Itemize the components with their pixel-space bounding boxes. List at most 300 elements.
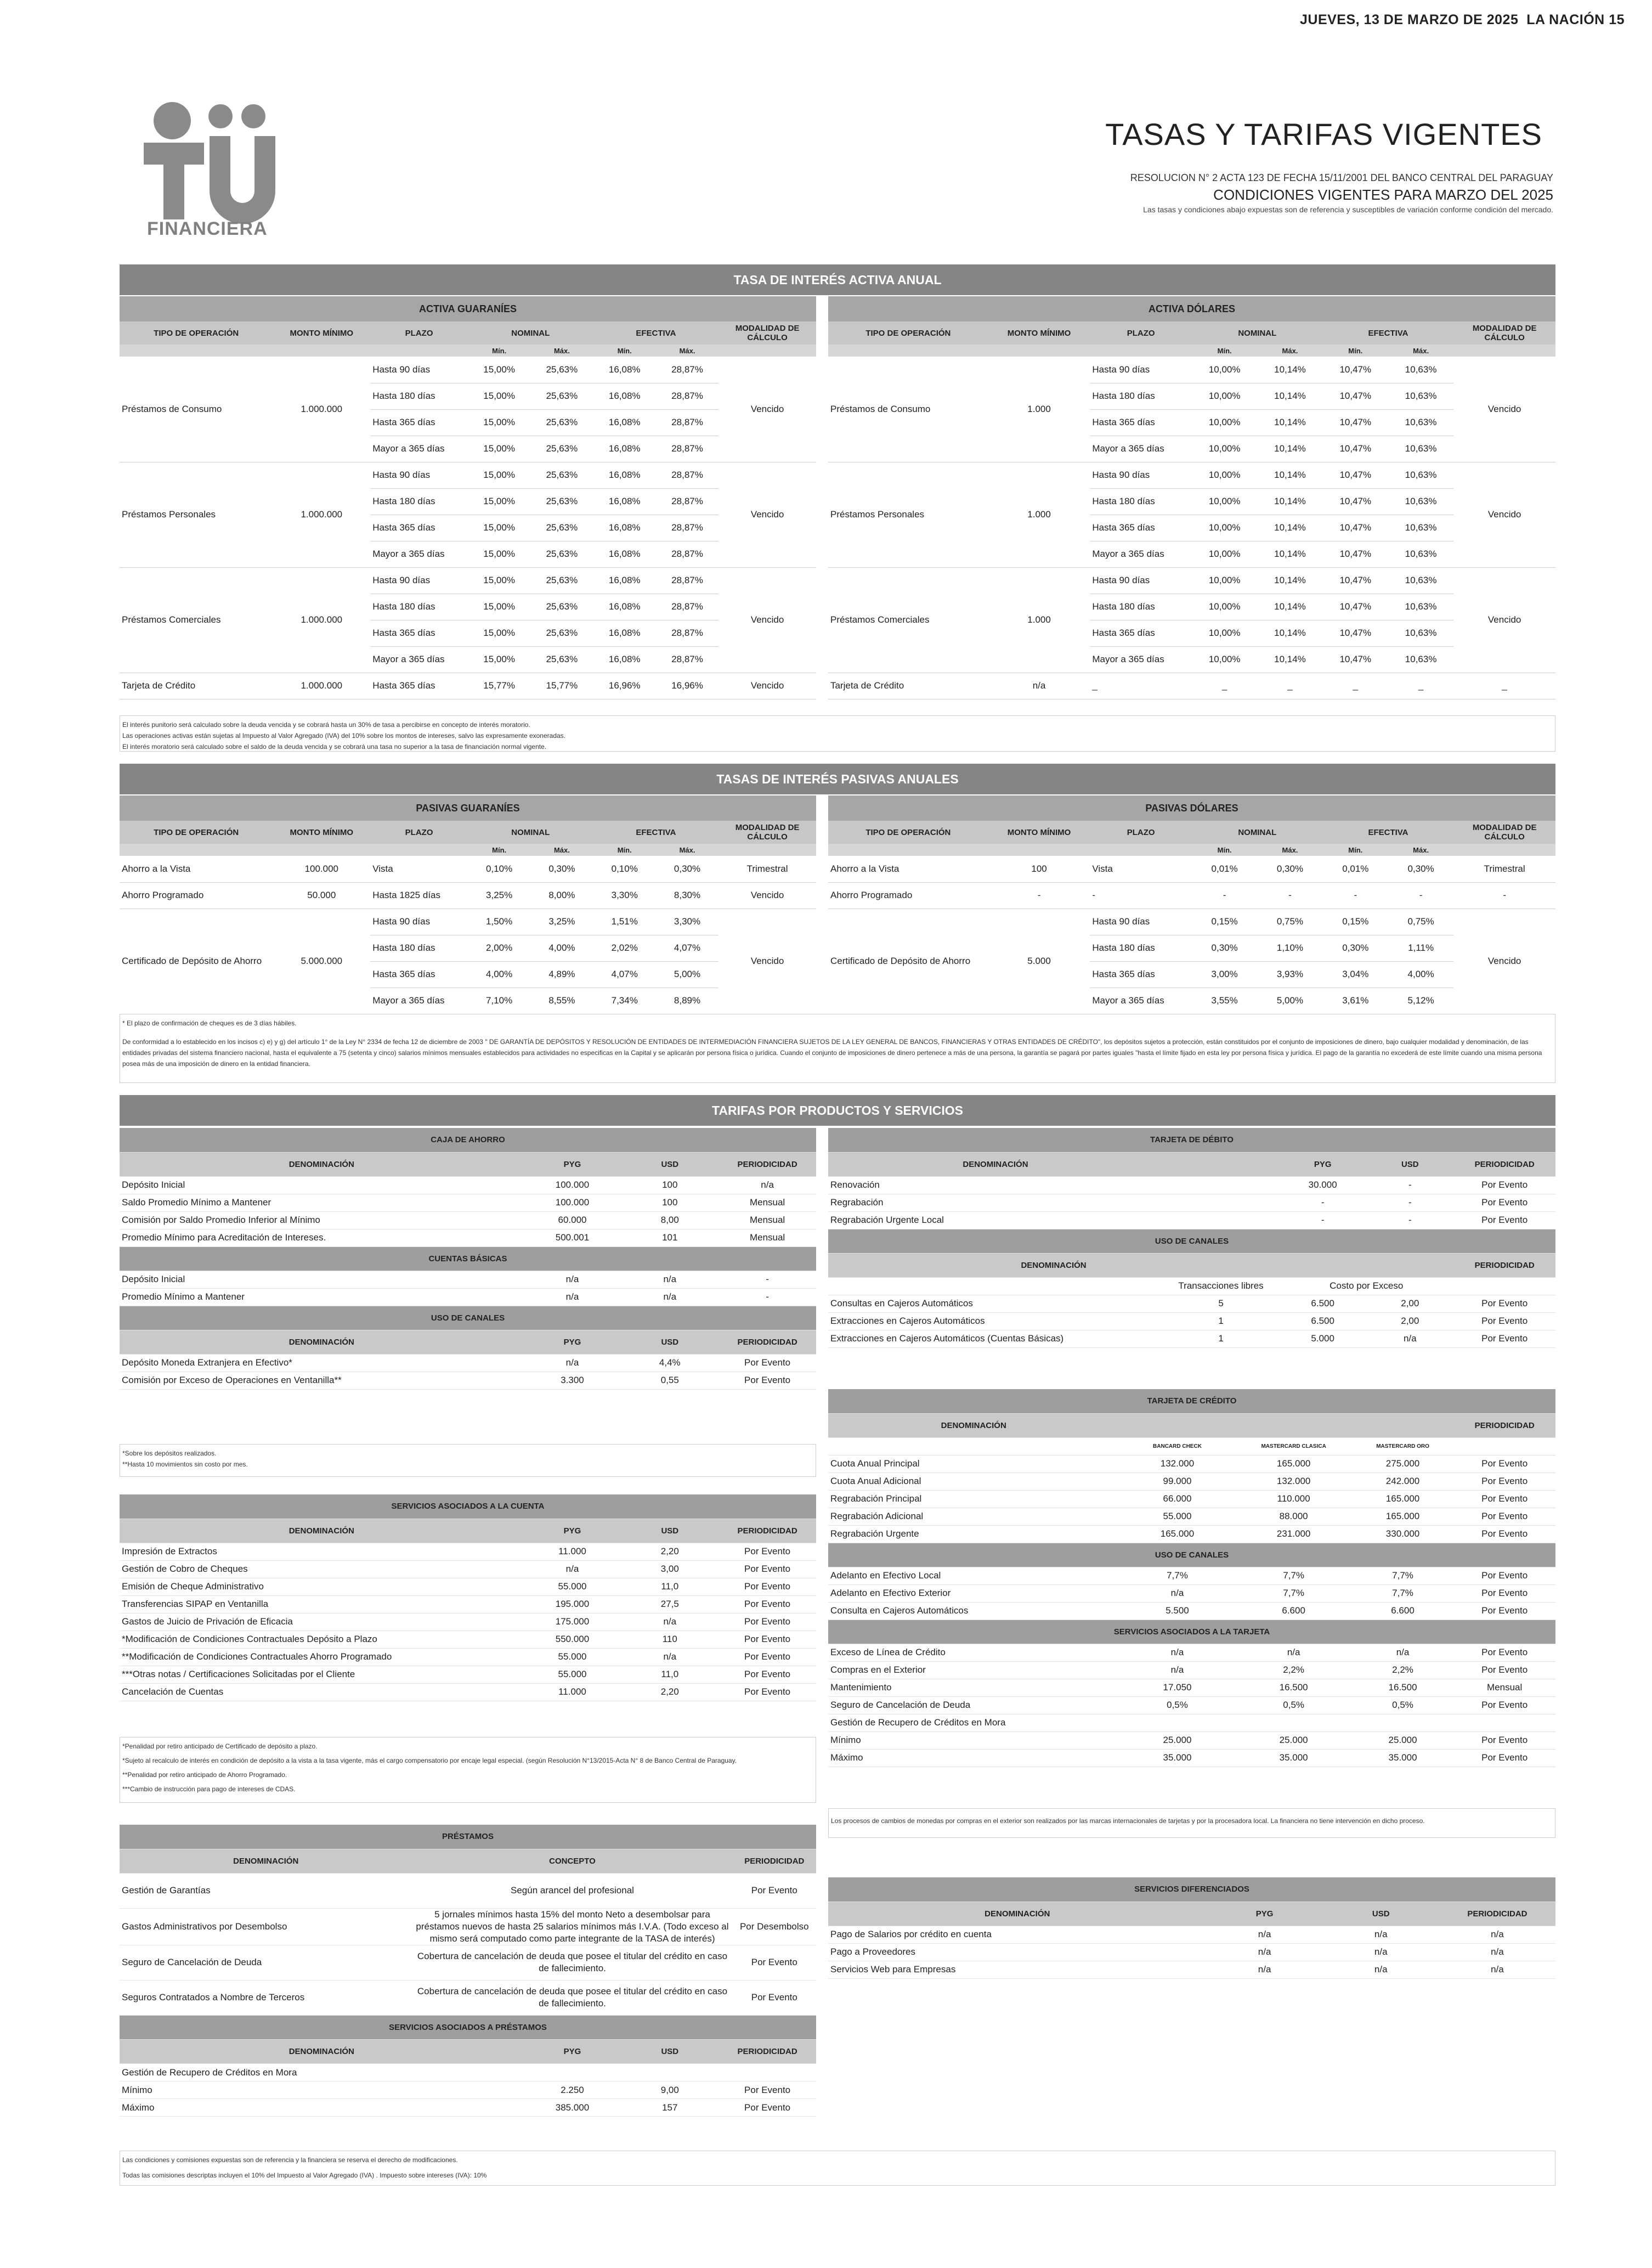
table-row bbox=[120, 1578, 816, 1595]
row-label: Regrabación Principal bbox=[828, 1490, 1119, 1508]
row-value: Por Evento bbox=[1453, 1661, 1555, 1679]
rate: 10,14% bbox=[1257, 541, 1322, 567]
card-type-header: MASTERCARD CLASICA bbox=[1236, 1437, 1352, 1455]
rate: 2,00% bbox=[468, 935, 530, 961]
empty-cell bbox=[370, 345, 468, 357]
term: Mayor a 365 días bbox=[1090, 541, 1192, 567]
rate: 10,47% bbox=[1323, 620, 1388, 646]
column-header: PERIODICIDAD bbox=[1453, 1152, 1555, 1176]
row-label: Adelanto en Efectivo Exterior bbox=[828, 1584, 1119, 1602]
column-header: PERIODICIDAD bbox=[733, 1849, 816, 1873]
activa-notes bbox=[120, 715, 1555, 752]
table-row bbox=[120, 462, 816, 488]
card-type-header: MASTERCARD ORO bbox=[1352, 1437, 1454, 1455]
row-value: 6.600 bbox=[1236, 1602, 1352, 1620]
row-label: Cancelación de Cuentas bbox=[120, 1683, 524, 1701]
rate: 16,08% bbox=[593, 594, 656, 620]
row-label: *Modificación de Condiciones Contractuales Depósito a Plazo bbox=[120, 1631, 524, 1648]
row-value: 550.000 bbox=[524, 1631, 621, 1648]
rate: 16,08% bbox=[593, 488, 656, 515]
rate: 15,77% bbox=[530, 673, 593, 699]
column-header: MONTO MÍNIMO bbox=[1007, 328, 1071, 338]
empty-cell bbox=[1453, 1437, 1555, 1455]
empty-cell bbox=[1090, 844, 1192, 856]
rate: 10,63% bbox=[1388, 646, 1453, 673]
row-value: n/a bbox=[1439, 1943, 1555, 1961]
term: _ bbox=[1090, 673, 1192, 699]
rates-table bbox=[120, 796, 816, 1014]
rate: 10,00% bbox=[1192, 567, 1257, 594]
rate: 25,63% bbox=[530, 488, 593, 515]
term: Mayor a 365 días bbox=[1090, 436, 1192, 462]
column-header: EFECTIVA bbox=[1368, 328, 1408, 338]
rate: 3,25% bbox=[530, 909, 593, 935]
row-value: Mensual bbox=[1453, 1679, 1555, 1696]
empty-cell bbox=[1279, 1253, 1453, 1277]
rate: 3,25% bbox=[468, 882, 530, 909]
row-value: Cobertura de cancelación de deuda que posee el titular del crédito en caso de fallecimiento. bbox=[412, 1945, 732, 1980]
column-header: MODALIDAD DE CÁLCULO bbox=[735, 324, 800, 342]
column-header: PYG bbox=[1207, 1902, 1323, 1926]
rate: 28,87% bbox=[656, 515, 718, 541]
rate: 10,63% bbox=[1388, 409, 1453, 436]
row-label: Saldo Promedio Mínimo a Mantener bbox=[120, 1194, 524, 1211]
column-header: PERIODICIDAD bbox=[1453, 1413, 1555, 1437]
rate: 8,00% bbox=[530, 882, 593, 909]
row-label: Emisión de Cheque Administrativo bbox=[120, 1578, 524, 1595]
rate: 10,14% bbox=[1257, 620, 1322, 646]
table-row bbox=[120, 909, 816, 935]
row-value: 99.000 bbox=[1119, 1472, 1235, 1490]
row-value: Mensual bbox=[718, 1211, 816, 1229]
panel-title: PASIVAS GUARANÍES bbox=[416, 802, 520, 814]
rate: 15,00% bbox=[468, 436, 530, 462]
calculation-mode: _ bbox=[1453, 673, 1555, 699]
rate: 15,00% bbox=[468, 409, 530, 436]
rate: 28,87% bbox=[656, 488, 718, 515]
rate: 15,00% bbox=[468, 620, 530, 646]
column-header: USD bbox=[621, 2040, 718, 2064]
term: Hasta 180 días bbox=[1090, 488, 1192, 515]
tarifas-right bbox=[828, 1128, 1555, 1348]
table-row bbox=[120, 2064, 816, 2081]
rate: 15,00% bbox=[468, 462, 530, 488]
term: Mayor a 365 días bbox=[370, 541, 468, 567]
row-value: Por Evento bbox=[1453, 1455, 1555, 1472]
row-label: Comisión por Exceso de Operaciones en Ventanilla** bbox=[120, 1372, 524, 1389]
row-value: 231.000 bbox=[1236, 1525, 1352, 1543]
note-line: **Penalidad por retiro anticipado de Ahorro Programado. bbox=[122, 1771, 287, 1779]
rate: 10,14% bbox=[1257, 488, 1322, 515]
row-label: Cuota Anual Principal bbox=[828, 1455, 1119, 1472]
rate: - bbox=[1388, 882, 1453, 909]
row-value: n/a bbox=[621, 1613, 718, 1631]
table-row bbox=[120, 1543, 816, 1560]
column-header: DENOMINACIÓN bbox=[828, 1152, 1163, 1176]
row-value: Por Evento bbox=[1453, 1644, 1555, 1661]
row-value: Por Evento bbox=[718, 1683, 816, 1701]
rate: 0,30% bbox=[1323, 935, 1388, 961]
section-header: USO DE CANALES bbox=[120, 1306, 816, 1330]
activa-usd-panel bbox=[828, 296, 1555, 699]
rate: 4,00% bbox=[1388, 961, 1453, 988]
rate: 10,14% bbox=[1257, 462, 1322, 488]
rate: 3,00% bbox=[1192, 961, 1257, 988]
note-line: Las condiciones y comisiones expuestas son de referencia y la financiera se reserva el derecho de modificaciones. bbox=[122, 2156, 458, 2164]
rate: 28,87% bbox=[656, 383, 718, 409]
row-value: Por Evento bbox=[1453, 1696, 1555, 1714]
row-value: 2,00 bbox=[1366, 1295, 1453, 1312]
pasiva-gs-panel bbox=[120, 796, 816, 1014]
table-row bbox=[828, 567, 1555, 594]
row-label: **Modificación de Condiciones Contractuales Ahorro Programado bbox=[120, 1648, 524, 1666]
column-header: MODALIDAD DE CÁLCULO bbox=[735, 823, 800, 842]
rate: 4,00% bbox=[468, 961, 530, 988]
rate: 15,00% bbox=[468, 515, 530, 541]
operation-type: Préstamos Comerciales bbox=[120, 567, 273, 673]
rate: 3,93% bbox=[1257, 961, 1322, 988]
calculation-mode: Vencido bbox=[718, 462, 816, 567]
rate: 7,34% bbox=[593, 988, 656, 1014]
column-subheader: Mín. bbox=[492, 346, 507, 355]
row-value: Por Evento bbox=[718, 1631, 816, 1648]
row-value: Por Evento bbox=[1453, 1490, 1555, 1508]
operation-type: Tarjeta de Crédito bbox=[828, 673, 988, 699]
empty-cell bbox=[370, 844, 468, 856]
row-value: n/a bbox=[621, 1648, 718, 1666]
row-value: n/a bbox=[1236, 1644, 1352, 1661]
operation-type: Préstamos de Consumo bbox=[828, 357, 988, 462]
column-subheader: Máx. bbox=[553, 845, 570, 854]
table-row bbox=[828, 1714, 1555, 1731]
row-label: Renovación bbox=[828, 1176, 1279, 1194]
empty-cell bbox=[1453, 1277, 1555, 1295]
rate: 4,07% bbox=[656, 935, 718, 961]
empty-cell bbox=[828, 1437, 1119, 1455]
serv-notes bbox=[120, 1737, 816, 1803]
operation-type: Tarjeta de Crédito bbox=[120, 673, 273, 699]
row-value: 11,0 bbox=[621, 1578, 718, 1595]
row-value: n/a bbox=[1207, 1943, 1323, 1961]
row-value: 35.000 bbox=[1119, 1749, 1235, 1767]
row-label: ***Otras notas / Certificaciones Solicitadas por el Cliente bbox=[120, 1666, 524, 1683]
table-row bbox=[828, 909, 1555, 935]
column-header: DENOMINACIÓN bbox=[828, 1253, 1279, 1277]
row-value: - bbox=[718, 1271, 816, 1288]
term: Hasta 90 días bbox=[370, 462, 468, 488]
row-label: Consulta en Cajeros Automáticos bbox=[828, 1602, 1119, 1620]
rate: 25,63% bbox=[530, 357, 593, 383]
rate: 4,00% bbox=[530, 935, 593, 961]
row-label: Gestión de Recupero de Créditos en Mora bbox=[120, 2064, 816, 2081]
row-value: Por Evento bbox=[1453, 1211, 1555, 1229]
row-value: 1 bbox=[1163, 1330, 1279, 1347]
column-header: USD bbox=[621, 1519, 718, 1543]
minimum-amount: 1.000 bbox=[988, 567, 1090, 673]
table-row bbox=[120, 1648, 816, 1666]
row-value: 7,7% bbox=[1352, 1584, 1454, 1602]
column-header: PYG bbox=[524, 2040, 621, 2064]
row-value: 2,00 bbox=[1366, 1312, 1453, 1330]
column-subheader: Máx. bbox=[1413, 845, 1429, 854]
rate: 0,75% bbox=[1388, 909, 1453, 935]
row-value: - bbox=[718, 1288, 816, 1306]
row-value: Por Evento bbox=[718, 2099, 816, 2117]
row-value: 3,00 bbox=[621, 1560, 718, 1578]
row-value: n/a bbox=[1207, 1926, 1323, 1943]
row-value: 11.000 bbox=[524, 1543, 621, 1560]
row-value: Por Evento bbox=[1453, 1194, 1555, 1211]
row-value: 55.000 bbox=[524, 1648, 621, 1666]
rate: 10,63% bbox=[1388, 620, 1453, 646]
rate: 10,47% bbox=[1323, 488, 1388, 515]
table-row bbox=[120, 357, 816, 383]
row-value: 55.000 bbox=[524, 1666, 621, 1683]
row-value: n/a bbox=[1439, 1961, 1555, 1978]
minimum-amount: - bbox=[988, 882, 1090, 909]
row-label: Mínimo bbox=[120, 2081, 524, 2099]
table-row bbox=[828, 1943, 1555, 1961]
column-header: PYG bbox=[524, 1519, 621, 1543]
table-row bbox=[828, 1176, 1555, 1194]
row-label: Pago de Salarios por crédito en cuenta bbox=[828, 1926, 1207, 1943]
row-label: Adelanto en Efectivo Local bbox=[828, 1567, 1119, 1584]
row-label: Gastos Administrativos por Desembolso bbox=[120, 1908, 412, 1945]
table-row bbox=[828, 1211, 1555, 1229]
column-header: PYG bbox=[524, 1152, 621, 1176]
table-row bbox=[828, 462, 1555, 488]
page-number: 15 bbox=[1609, 12, 1625, 27]
row-value: - bbox=[1279, 1194, 1366, 1211]
section-header: CAJA DE AHORRO bbox=[120, 1128, 816, 1152]
empty-cell bbox=[273, 345, 370, 357]
rate: 0,30% bbox=[1388, 856, 1453, 882]
section-header: SERVICIOS DIFERENCIADOS bbox=[828, 1877, 1555, 1902]
rate: 16,08% bbox=[593, 436, 656, 462]
rate: 5,00% bbox=[656, 961, 718, 988]
row-value: n/a bbox=[1119, 1584, 1235, 1602]
newspaper-header bbox=[1300, 12, 1625, 28]
calculation-mode: Vencido bbox=[718, 567, 816, 673]
column-header: PYG bbox=[1279, 1152, 1366, 1176]
empty-cell bbox=[1453, 345, 1555, 357]
empty-cell bbox=[988, 345, 1090, 357]
rate: 4,07% bbox=[593, 961, 656, 988]
rate: 10,63% bbox=[1388, 567, 1453, 594]
column-header: NOMINAL bbox=[511, 328, 550, 338]
row-value: Por Evento bbox=[1453, 1330, 1555, 1347]
row-value: 55.000 bbox=[524, 1578, 621, 1595]
table-row bbox=[120, 1980, 816, 2015]
rates-table bbox=[828, 796, 1555, 1014]
row-value: Mensual bbox=[718, 1229, 816, 1246]
table-row bbox=[828, 1525, 1555, 1543]
rate: 10,47% bbox=[1323, 462, 1388, 488]
row-value: 35.000 bbox=[1352, 1749, 1454, 1767]
panel-title: ACTIVA GUARANÍES bbox=[418, 303, 517, 314]
rate: 10,63% bbox=[1388, 462, 1453, 488]
rate: _ bbox=[1323, 673, 1388, 699]
empty-cell bbox=[1163, 1152, 1279, 1176]
section-title-activa: TASA DE INTERÉS ACTIVA ANUAL bbox=[120, 264, 1555, 295]
row-label: Comisión por Saldo Promedio Inferior al Mínimo bbox=[120, 1211, 524, 1229]
note-line: *Penalidad por retiro anticipado de Certificado de depósito a plazo. bbox=[122, 1742, 318, 1750]
row-value: 9,00 bbox=[621, 2081, 718, 2099]
rate: 0,15% bbox=[1192, 909, 1257, 935]
table-row bbox=[828, 1508, 1555, 1525]
row-value: 100 bbox=[621, 1176, 718, 1194]
column-subheader: Mín. bbox=[1217, 845, 1232, 854]
minimum-amount: 100 bbox=[988, 856, 1090, 882]
rate: 25,63% bbox=[530, 383, 593, 409]
row-value: Por Evento bbox=[733, 1873, 816, 1908]
rate: 10,14% bbox=[1257, 436, 1322, 462]
table-row bbox=[120, 2099, 816, 2117]
table-row bbox=[120, 1945, 816, 1980]
row-value: Por Evento bbox=[1453, 1508, 1555, 1525]
table-row bbox=[120, 856, 816, 882]
panel-title: PASIVAS DÓLARES bbox=[1145, 802, 1238, 814]
row-value: - bbox=[1366, 1211, 1453, 1229]
row-value: n/a bbox=[524, 1271, 621, 1288]
row-value: n/a bbox=[524, 1560, 621, 1578]
rate: 16,08% bbox=[593, 567, 656, 594]
minimum-amount: 1.000.000 bbox=[273, 462, 370, 567]
row-value: 0,5% bbox=[1119, 1696, 1235, 1714]
column-subheader: Mín. bbox=[492, 845, 507, 854]
rate: 16,08% bbox=[593, 383, 656, 409]
canales-notes bbox=[120, 1444, 816, 1477]
row-label: Gastos de Juicio de Privación de Eficacia bbox=[120, 1613, 524, 1631]
empty-cell bbox=[1119, 1413, 1453, 1437]
row-value: 6.500 bbox=[1279, 1295, 1366, 1312]
rate: 25,63% bbox=[530, 541, 593, 567]
rate: 10,00% bbox=[1192, 646, 1257, 673]
rate: 28,87% bbox=[656, 409, 718, 436]
term: Hasta 365 días bbox=[370, 515, 468, 541]
column-header: PLAZO bbox=[405, 827, 433, 837]
calculation-mode: Vencido bbox=[718, 357, 816, 462]
section-header: USO DE CANALES bbox=[828, 1543, 1555, 1567]
column-header: MODALIDAD DE CÁLCULO bbox=[1472, 823, 1537, 842]
row-label: Depósito Moneda Extranjera en Efectivo* bbox=[120, 1354, 524, 1372]
calculation-mode: Vencido bbox=[1453, 462, 1555, 567]
rate: 10,00% bbox=[1192, 383, 1257, 409]
note-line: Las operaciones activas están sujetas al Impuesto al Valor Agregado (IVA) del 10% sobre los montos de intereses, salvo las expresamente exoneradas. bbox=[122, 732, 566, 740]
row-label: Cuota Anual Adicional bbox=[828, 1472, 1119, 1490]
rate: 0,30% bbox=[1192, 935, 1257, 961]
table-row bbox=[120, 1354, 816, 1372]
rate: 10,63% bbox=[1388, 515, 1453, 541]
row-value: 55.000 bbox=[1119, 1508, 1235, 1525]
column-header: PERIODICIDAD bbox=[1453, 1253, 1555, 1277]
term: Mayor a 365 días bbox=[370, 436, 468, 462]
row-value: 157 bbox=[621, 2099, 718, 2117]
minimum-amount: 1.000.000 bbox=[273, 673, 370, 699]
row-value: 4,4% bbox=[621, 1354, 718, 1372]
row-label: Seguros Contratados a Nombre de Terceros bbox=[120, 1980, 412, 2015]
rate: 10,63% bbox=[1388, 436, 1453, 462]
rate: 10,14% bbox=[1257, 594, 1322, 620]
section-title-pasiva: TASAS DE INTERÉS PASIVAS ANUALES bbox=[120, 764, 1555, 794]
row-value: 30.000 bbox=[1279, 1176, 1366, 1194]
row-label: Seguro de Cancelación de Deuda bbox=[120, 1945, 412, 1980]
row-value: Por Evento bbox=[718, 2081, 816, 2099]
operation-type: Ahorro a la Vista bbox=[828, 856, 988, 882]
row-value: n/a bbox=[1366, 1330, 1453, 1347]
row-value: Por Evento bbox=[718, 1560, 816, 1578]
table-row bbox=[120, 1271, 816, 1288]
column-header: TIPO DE OPERACIÓN bbox=[865, 328, 951, 338]
rate: 1,10% bbox=[1257, 935, 1322, 961]
date-line: JUEVES, 13 DE MARZO DE 2025 bbox=[1300, 12, 1519, 27]
rate: 25,63% bbox=[530, 436, 593, 462]
row-label: Promedio Mínimo a Mantener bbox=[120, 1288, 524, 1306]
table-row bbox=[828, 1749, 1555, 1767]
rate: - bbox=[1323, 882, 1388, 909]
table-row bbox=[120, 1595, 816, 1613]
table-row bbox=[828, 1567, 1555, 1584]
section-header: TARJETA DE CRÉDITO bbox=[828, 1389, 1555, 1413]
newspaper-brand: LA NACIÓN bbox=[1526, 12, 1605, 27]
term: Hasta 365 días bbox=[370, 620, 468, 646]
table-row bbox=[828, 1661, 1555, 1679]
row-value: Por Evento bbox=[1453, 1731, 1555, 1749]
rate: 8,55% bbox=[530, 988, 593, 1014]
rate: 5,00% bbox=[1257, 988, 1322, 1014]
table-row bbox=[120, 1683, 816, 1701]
rate: 0,10% bbox=[468, 856, 530, 882]
tarifas-left-serv bbox=[120, 1494, 816, 1701]
column-header: MONTO MÍNIMO bbox=[290, 328, 354, 338]
row-value: 500.001 bbox=[524, 1229, 621, 1246]
rate: 10,00% bbox=[1192, 436, 1257, 462]
term: Hasta 90 días bbox=[370, 357, 468, 383]
rate: 10,00% bbox=[1192, 488, 1257, 515]
rate: 10,63% bbox=[1388, 357, 1453, 383]
rate: 10,63% bbox=[1388, 594, 1453, 620]
note-line: Los procesos de cambios de monedas por compras en el exterior son realizados por las marcas internacionales de tarjetas y por la procesadora local. La financiera no tiene intervención en dicho proceso. bbox=[831, 1817, 1425, 1825]
term: Hasta 365 días bbox=[370, 409, 468, 436]
rate: 10,47% bbox=[1323, 594, 1388, 620]
term: Hasta 180 días bbox=[370, 594, 468, 620]
rate: 8,30% bbox=[656, 882, 718, 909]
minimum-amount: n/a bbox=[988, 673, 1090, 699]
rate: 25,63% bbox=[530, 515, 593, 541]
row-value: 100.000 bbox=[524, 1194, 621, 1211]
note-line: El interés punitorio será calculado sobre la deuda vencida y se cobrará hasta un 30% de tasa a percibirse en concepto de interés moratorio. bbox=[122, 721, 530, 729]
row-value: Mensual bbox=[718, 1194, 816, 1211]
column-header: PERIODICIDAD bbox=[718, 1152, 816, 1176]
column-header: TIPO DE OPERACIÓN bbox=[865, 827, 951, 837]
row-label: Mínimo bbox=[828, 1731, 1119, 1749]
section-header: SERVICIOS ASOCIADOS A PRÉSTAMOS bbox=[120, 2016, 816, 2040]
rate: 1,50% bbox=[468, 909, 530, 935]
minimum-amount: 50.000 bbox=[273, 882, 370, 909]
row-value: Por Evento bbox=[718, 1595, 816, 1613]
row-value: 2,2% bbox=[1236, 1661, 1352, 1679]
column-header: MODALIDAD DE CÁLCULO bbox=[1472, 324, 1537, 342]
row-value: 132.000 bbox=[1119, 1455, 1235, 1472]
column-header: PLAZO bbox=[405, 328, 433, 338]
column-header: DENOMINACIÓN bbox=[120, 1330, 524, 1354]
column-header: USD bbox=[1323, 1902, 1439, 1926]
rate: 15,00% bbox=[468, 567, 530, 594]
row-label: Regrabación Urgente Local bbox=[828, 1211, 1279, 1229]
row-value: Por Evento bbox=[718, 1372, 816, 1389]
rate: 28,87% bbox=[656, 646, 718, 673]
rate: 25,63% bbox=[530, 620, 593, 646]
